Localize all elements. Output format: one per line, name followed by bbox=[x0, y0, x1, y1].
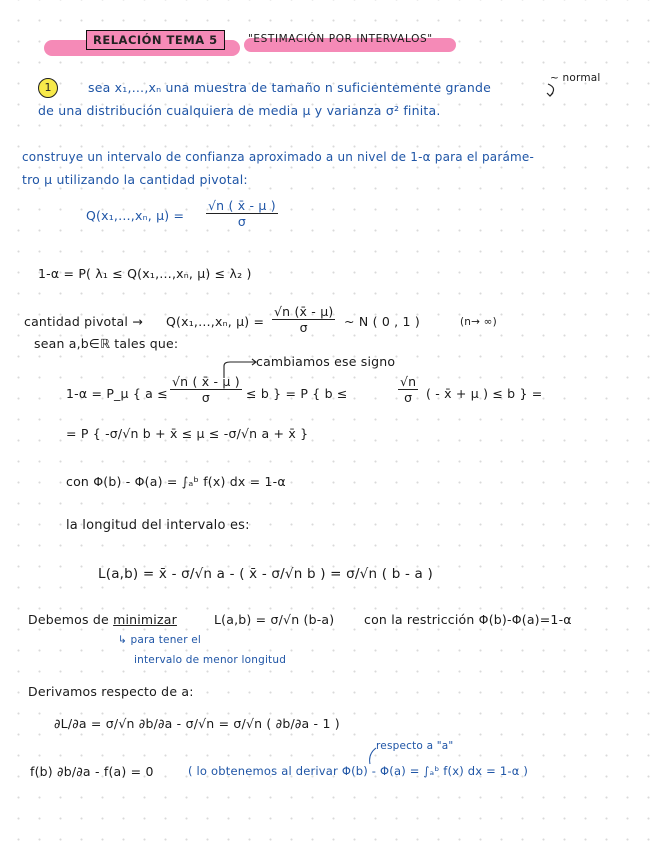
cambiamos-note: cambiamos ese signo bbox=[256, 354, 396, 369]
final-right: ( lo obtenemos al derivar Φ(b) - Φ(a) = ∫ₐᵇ f(x) dx = 1-α ) bbox=[188, 764, 529, 778]
q-def-denominator: σ bbox=[237, 214, 246, 229]
eq1-fraction bbox=[170, 374, 242, 405]
note-line-1: ↳ para tener el bbox=[118, 634, 202, 646]
restriccion-text: con la restricción Φ(b)-Φ(a)=1-α bbox=[364, 612, 572, 627]
respecto-note: respecto a "a" bbox=[376, 740, 454, 752]
statement-line-1: construye un intervalo de confianza aproximado a un nivel de 1-α para el paráme- bbox=[22, 150, 535, 164]
pivot-right: ~ N ( 0 , 1 ) bbox=[344, 314, 420, 329]
q-definition-fraction bbox=[206, 198, 278, 229]
minimizar-text-1 bbox=[28, 612, 177, 627]
problem-line-2: de una distribución cualquiera de media μ y varianza σ² finita. bbox=[38, 103, 441, 118]
note-line-2: intervalo de menor longitud bbox=[134, 654, 287, 666]
eq1-denominator: σ bbox=[201, 390, 210, 405]
debemos-text: Debemos de bbox=[28, 612, 109, 627]
eq1-numerator-2: √n bbox=[400, 374, 417, 389]
normal-note: ~ normal bbox=[550, 72, 601, 84]
problem-number: 1 bbox=[38, 78, 58, 98]
pivot-fraction bbox=[272, 304, 335, 335]
longitud-equation: L(a,b) = x̄ - σ/√n a - ( x̄ - σ/√n b ) = σ/√n ( b - a ) bbox=[98, 566, 433, 582]
title-box: RELACIÓN TEMA 5 bbox=[86, 30, 225, 50]
pivot-left: Q(x₁,…,xₙ, μ) = bbox=[166, 314, 265, 329]
eq1-mid: ≤ b } = P { b ≤ bbox=[246, 386, 348, 401]
curved-arrow-icon bbox=[546, 82, 560, 98]
eq1-fraction-2 bbox=[398, 374, 418, 405]
probability-line: 1-α = P( λ₁ ≤ Q(x₁,…,xₙ, μ) ≤ λ₂ ) bbox=[38, 266, 252, 281]
derivative-equation: ∂L/∂a = σ/√n ∂b/∂a - σ/√n = σ/√n ( ∂b/∂a - 1 ) bbox=[54, 716, 340, 731]
minimizar-equation: L(a,b) = σ/√n (b-a) bbox=[214, 612, 335, 627]
pivot-denominator: σ bbox=[299, 320, 308, 335]
eq1-left: 1-α = P_μ { a ≤ bbox=[66, 386, 168, 401]
sean-line: sean a,b∈ℝ tales que: bbox=[34, 336, 179, 351]
statement-line-2: tro μ utilizando la cantidad pivotal: bbox=[22, 172, 248, 187]
derivamos-label: Derivamos respecto de a: bbox=[28, 684, 194, 699]
subtitle: "ESTIMACIÓN POR INTERVALOS" bbox=[248, 33, 433, 45]
pivot-label: cantidad pivotal → bbox=[24, 314, 143, 329]
small-arrow-icon bbox=[366, 746, 378, 766]
final-left: f(b) ∂b/∂a - f(a) = 0 bbox=[30, 764, 154, 779]
eq2-line: = P { -σ/√n b + x̄ ≤ μ ≤ -σ/√n a + x̄ } bbox=[66, 426, 309, 441]
q-definition-left: Q(x₁,…,xₙ, μ) = bbox=[86, 208, 185, 223]
eq1-right: ( - x̄ + μ ) ≤ b } = bbox=[426, 386, 543, 401]
eq3-line: con Φ(b) - Φ(a) = ∫ₐᵇ f(x) dx = 1-α bbox=[66, 474, 286, 489]
minimizar-word: minimizar bbox=[113, 612, 177, 627]
longitud-label: la longitud del intervalo es: bbox=[66, 518, 250, 533]
pivot-limit: (n→ ∞) bbox=[460, 316, 497, 328]
pivot-numerator: √n (x̄ - μ) bbox=[274, 304, 334, 319]
eq1-denominator-2: σ bbox=[404, 390, 413, 405]
problem-line-1: sea x₁,…,xₙ una muestra de tamaño n suficientemente grande bbox=[88, 80, 492, 95]
eq1-numerator: √n ( x̄ - μ ) bbox=[172, 374, 240, 389]
q-def-numerator: √n ( x̄ - μ ) bbox=[208, 198, 276, 213]
